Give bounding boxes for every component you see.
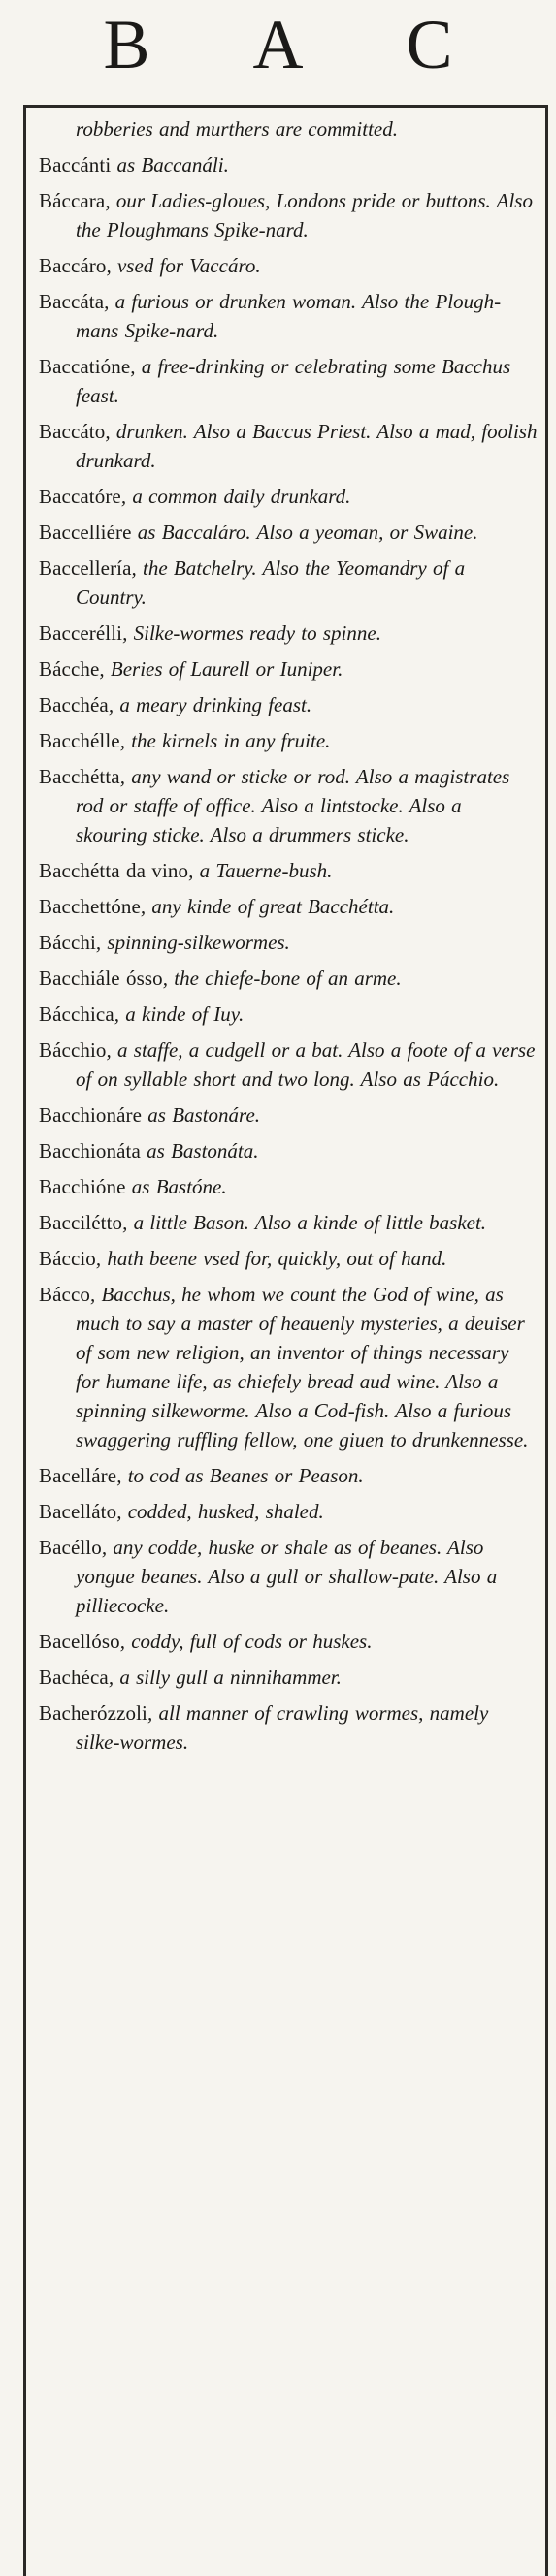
entry-headword: Baccáto xyxy=(39,420,106,443)
entry-definition: , the kirnels in any fruite. xyxy=(119,729,331,752)
entry-definition: , any wand or sticke or rod. Also a magistrates rod or staffe of office. Also a lintstocke. Also a skouring sticke. Also a drummers sticke. xyxy=(76,765,510,846)
entry-definition: , vsed for Vaccáro. xyxy=(106,254,261,277)
entry-headword: Bacellóso xyxy=(39,1630,120,1653)
entry-definition: , our Ladies-gloues, Londons pride or buttons. Also the Ploughmans Spike-nard. xyxy=(76,189,533,241)
dictionary-entry xyxy=(39,1533,539,1620)
entry-headword: Bácche xyxy=(39,657,100,681)
entry-definition: , a free-drinking or celebrating some Bacchus feast. xyxy=(76,355,511,407)
entry-headword: Baccelliére xyxy=(39,521,132,544)
entry-headword: Bácchi xyxy=(39,931,96,954)
entry-definition: , codded, husked, shaled. xyxy=(116,1500,324,1523)
entry-headword: Bácchio xyxy=(39,1038,107,1062)
entry-definition: , the chiefe-bone of an arme. xyxy=(162,967,402,990)
dictionary-entry xyxy=(39,1497,539,1526)
entry-definition: , the Batchelry. Also the Yeomandry of a Country. xyxy=(76,557,466,609)
entry-definition: , hath beene vsed for, quickly, out of hand. xyxy=(95,1247,447,1270)
entry-headword: Bacelláre xyxy=(39,1464,117,1487)
dictionary-entry xyxy=(39,654,539,684)
entry-headword: Bacchionáta xyxy=(39,1139,141,1162)
dictionary-entry xyxy=(39,1461,539,1490)
entry-definition: robberies and murthers are committed. xyxy=(76,117,398,141)
entry-definition: , a kinde of Iuy. xyxy=(114,1002,245,1026)
entry-definition: , spinning-silkewormes. xyxy=(95,931,290,954)
entry-headword: Baccatióne xyxy=(39,355,131,378)
entry-definition: , a meary drinking feast. xyxy=(108,693,312,716)
top-rule xyxy=(23,105,548,108)
entry-headword: Báccio xyxy=(39,1247,96,1270)
dictionary-entry xyxy=(39,554,539,612)
entry-headword: Baccatóre xyxy=(39,485,121,508)
dictionary-entry xyxy=(39,1035,539,1094)
entry-definition: , Beries of Laurell or Iuniper. xyxy=(99,657,343,681)
entry-definition: as Bastonáta. xyxy=(147,1139,259,1162)
dictionary-entry xyxy=(39,856,539,885)
dictionary-entry xyxy=(39,1627,539,1656)
entry-headword: Báccara xyxy=(39,189,106,212)
entry-definition: , coddy, full of cods or huskes. xyxy=(119,1630,373,1653)
entry-headword: Baccáro xyxy=(39,254,107,277)
entry-definition: , Bacchus, he whom we count the God of wine, as much to say a master of heauenly mysteries, a deuiser of som new religion, an inventor of things necessary for humane life, as chiefely bread aud wine. Also a spinning silkeworme. Also a Cod-fish. Also a furious swaggering ruffling fellow, one giuen to drunkennesse. xyxy=(76,1283,529,1451)
entry-headword: Baccerélli xyxy=(39,621,123,645)
dictionary-entry xyxy=(39,482,539,511)
dictionary-entry xyxy=(39,1172,539,1201)
dictionary-entries xyxy=(39,114,539,1764)
entry-headword: Bacchétta da vino xyxy=(39,859,189,882)
entry-definition: as Bastonáre. xyxy=(147,1103,261,1127)
entry-definition: as Baccanáli. xyxy=(116,153,229,176)
dictionary-entry xyxy=(39,251,539,280)
dictionary-entry xyxy=(39,1244,539,1273)
entry-definition: , a common daily drunkard. xyxy=(120,485,351,508)
dictionary-entry xyxy=(39,1136,539,1165)
entry-definition: , a furious or drunken woman. Also the Plough-mans Spike-nard. xyxy=(76,290,502,342)
dictionary-entry xyxy=(39,417,539,475)
dictionary-entry xyxy=(39,1208,539,1237)
entry-definition: , a little Bason. Also a kinde of little basket. xyxy=(122,1211,487,1234)
entry-definition: as Bastóne. xyxy=(131,1175,227,1198)
entry-headword: Bacchettóne xyxy=(39,895,141,918)
dictionary-entry xyxy=(39,1663,539,1692)
entry-headword: Bácco xyxy=(39,1283,90,1306)
dictionary-entry xyxy=(39,150,539,179)
entry-headword: Bacchionáre xyxy=(39,1103,143,1127)
dictionary-entry xyxy=(39,186,539,244)
page-title: B A C xyxy=(103,6,498,83)
entry-headword: Baccellería xyxy=(39,557,132,580)
entry-headword: Bacherózzoli xyxy=(39,1701,147,1725)
dictionary-entry xyxy=(39,619,539,648)
right-rule xyxy=(545,105,548,2576)
entry-definition: , any kinde of great Bacchétta. xyxy=(140,895,395,918)
dictionary-entry xyxy=(39,287,539,345)
dictionary-entry xyxy=(39,1280,539,1454)
dictionary-entry xyxy=(39,1000,539,1029)
dictionary-entry xyxy=(39,928,539,957)
entry-headword: Bacchétta xyxy=(39,765,120,788)
entry-headword: Bacchélle xyxy=(39,729,120,752)
entry-headword: Bacchéa xyxy=(39,693,109,716)
entry-headword: Bácchica xyxy=(39,1002,114,1026)
entry-headword: Bacelláto xyxy=(39,1500,117,1523)
dictionary-entry xyxy=(39,964,539,993)
dictionary-entry xyxy=(39,726,539,755)
entry-headword: Bacchiále ósso xyxy=(39,967,163,990)
entry-definition: , a Tauerne-bush. xyxy=(188,859,333,882)
entry-definition: , Silke-wormes ready to spinne. xyxy=(122,621,381,645)
dictionary-entry xyxy=(39,352,539,410)
entry-headword: Bacchióne xyxy=(39,1175,126,1198)
entry-headword: Baccilétto xyxy=(39,1211,123,1234)
entry-headword: Baccáta xyxy=(39,290,105,313)
entry-headword: Bachéca xyxy=(39,1666,109,1689)
dictionary-entry xyxy=(39,892,539,921)
page-header xyxy=(0,6,556,83)
dictionary-entry xyxy=(39,1699,539,1757)
entry-definition: , a silly gull a ninnihammer. xyxy=(108,1666,342,1689)
dictionary-entry xyxy=(39,1100,539,1129)
dictionary-entry xyxy=(39,690,539,719)
dictionary-entry xyxy=(39,114,539,143)
dictionary-entry xyxy=(39,762,539,849)
entry-definition: , a staffe, a cudgell or a bat. Also a foote of a verse of on syllable short and two long. Also as Pácchio. xyxy=(76,1038,536,1091)
entry-definition: , drunken. Also a Baccus Priest. Also a mad, foolish drunkard. xyxy=(76,420,538,472)
entry-definition: , any codde, huske or shale as of beanes. Also yongue beanes. Also a gull or shallow-pate. Also a pilliecocke. xyxy=(76,1536,498,1617)
entry-definition: , to cod as Beanes or Peason. xyxy=(116,1464,364,1487)
entry-headword: Bacéllo xyxy=(39,1536,102,1559)
entry-definition: , all manner of crawling wormes, namely silke-wormes. xyxy=(76,1701,489,1754)
entry-headword: Baccánti xyxy=(39,153,112,176)
left-rule xyxy=(23,105,26,2576)
dictionary-entry xyxy=(39,518,539,547)
entry-definition: as Baccaláro. Also a yeoman, or Swaine. xyxy=(137,521,478,544)
